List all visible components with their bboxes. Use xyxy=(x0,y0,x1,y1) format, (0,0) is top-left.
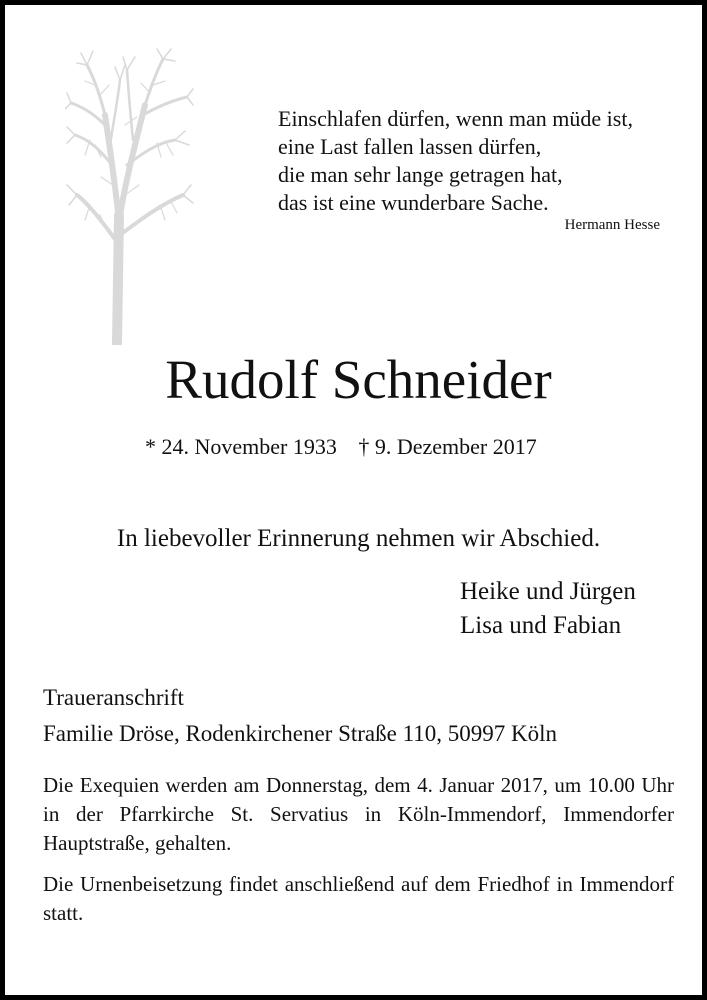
address-text: Familie Dröse, Rodenkirchener Straße 110, 50997 Köln xyxy=(43,721,557,746)
poem xyxy=(278,105,633,217)
death-date: † 9. Dezember 2017 xyxy=(358,434,537,459)
family-member: Heike und Jürgen xyxy=(460,578,636,605)
family-member: Lisa und Fabian xyxy=(460,612,622,639)
exequies-paragraph: Die Exequien werden am Donnerstag, dem 4. Januar 2017, um 10.00 Uhr in der Pfarrkirche St. Servatius in Köln-Immendorf, Immendorfer Hauptstraße, gehalten. xyxy=(43,773,674,855)
birth-date: * 24. November 1933 xyxy=(145,434,337,459)
poem-line: die man sehr lange getragen hat, xyxy=(278,162,563,187)
address-label: Traueranschrift xyxy=(43,685,184,710)
burial-paragraph: Die Urnenbeisetzung findet anschließend auf dem Friedhof in Immendorf statt. xyxy=(43,872,674,925)
family-list xyxy=(460,575,636,643)
life-dates xyxy=(145,434,537,460)
poem-line: eine Last fallen lassen dürfen, xyxy=(278,134,542,159)
deceased-name: Rudolf Schneider xyxy=(165,349,552,410)
poem-line: Einschlafen dürfen, wenn man müde ist, xyxy=(278,106,633,131)
tree-icon xyxy=(65,45,195,345)
poem-line: das ist eine wunderbare Sache. xyxy=(278,190,549,215)
tribute-text: In liebevoller Erinnerung nehmen wir Abschied. xyxy=(116,525,601,552)
poem-author: Hermann Hesse xyxy=(564,217,660,233)
